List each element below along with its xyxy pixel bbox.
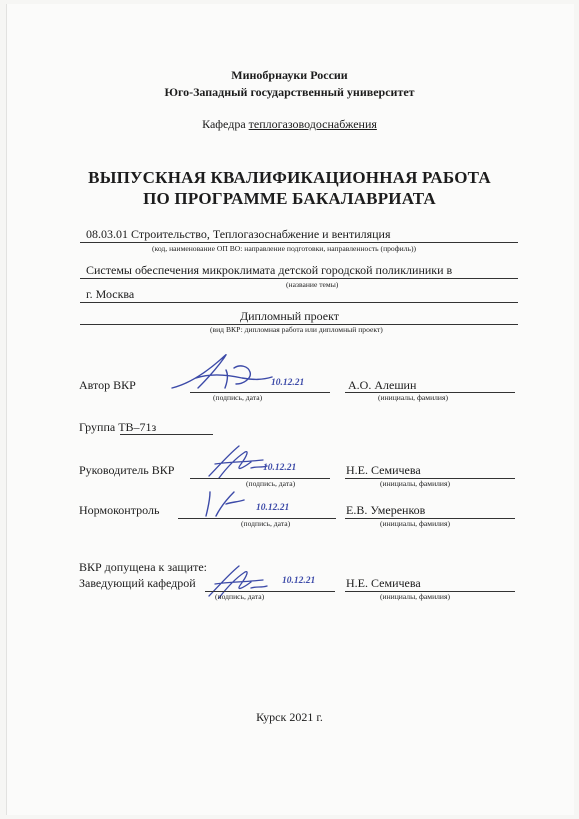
author-name-caption: (инициалы, фамилия) <box>378 393 449 402</box>
topic-underline <box>80 278 518 279</box>
topic-underline-2 <box>80 302 518 303</box>
supervisor-name-caption: (инициалы, фамилия) <box>380 479 451 488</box>
topic-caption: (название темы) <box>286 280 339 289</box>
author-name: А.О. Алешин <box>348 378 417 392</box>
normcontrol-label: Нормоконтроль <box>79 503 160 517</box>
normcontrol-signature-icon <box>200 486 250 522</box>
work-kind-caption: (вид ВКР: дипломная работа или дипломный проект) <box>210 325 383 334</box>
supervisor-date: 10.12.21 <box>263 463 297 473</box>
author-date: 10.12.21 <box>271 378 305 388</box>
supervisor-label: Руководитель ВКР <box>79 463 175 477</box>
head-of-department-date: 10.12.21 <box>282 576 316 586</box>
city-year: Курск 2021 г. <box>256 710 323 724</box>
department-name: теплогазоводоснабжения <box>248 117 377 131</box>
work-kind-value: Дипломный проект <box>239 309 340 323</box>
admission-line: ВКР допущена к защите: <box>79 560 207 574</box>
head-of-department-name: Н.Е. Семичева <box>346 576 421 590</box>
normcontrol-name: Е.В. Умеренков <box>346 503 426 517</box>
document-title-line2: ПО ПРОГРАММЕ БАКАЛАВРИАТА <box>143 189 436 208</box>
university-name: Юго-Западный государственный университет <box>164 85 415 99</box>
program-caption: (код, наименование ОП ВО: направление подготовки, направленность (профиль)) <box>152 244 417 253</box>
supervisor-signature-caption: (подпись, дата) <box>246 479 296 488</box>
group-value: ТВ–71з <box>118 420 157 434</box>
head-of-department-label: Заведующий кафедрой <box>79 576 196 590</box>
document-title-line1: ВЫПУСКНАЯ КВАЛИФИКАЦИОННАЯ РАБОТА <box>88 168 491 187</box>
ministry-name: Минобрнауки России <box>231 68 348 82</box>
topic-value-continued: г. Москва <box>86 287 135 301</box>
program-value: 08.03.01 Строительство, Теплогазоснабжение и вентиляция <box>86 227 391 241</box>
group-label: Группа <box>79 420 116 434</box>
department-line <box>0 117 579 132</box>
head-of-department-name-caption: (инициалы, фамилия) <box>380 592 451 601</box>
author-label: Автор ВКР <box>79 378 136 392</box>
author-signature-caption: (подпись, дата) <box>213 393 263 402</box>
topic-value: Системы обеспечения микроклимата детской городской поликлиники в <box>86 263 453 277</box>
supervisor-name: Н.Е. Семичева <box>346 463 421 477</box>
normcontrol-date: 10.12.21 <box>256 503 290 513</box>
group-underline <box>120 434 213 435</box>
group-line <box>79 420 156 435</box>
normcontrol-name-caption: (инициалы, фамилия) <box>380 519 451 528</box>
department-prefix: Кафедра <box>202 117 246 131</box>
program-underline <box>80 242 518 243</box>
normcontrol-signature-caption: (подпись, дата) <box>241 519 291 528</box>
head-of-department-signature-caption: (подпись, дата) <box>215 592 265 601</box>
